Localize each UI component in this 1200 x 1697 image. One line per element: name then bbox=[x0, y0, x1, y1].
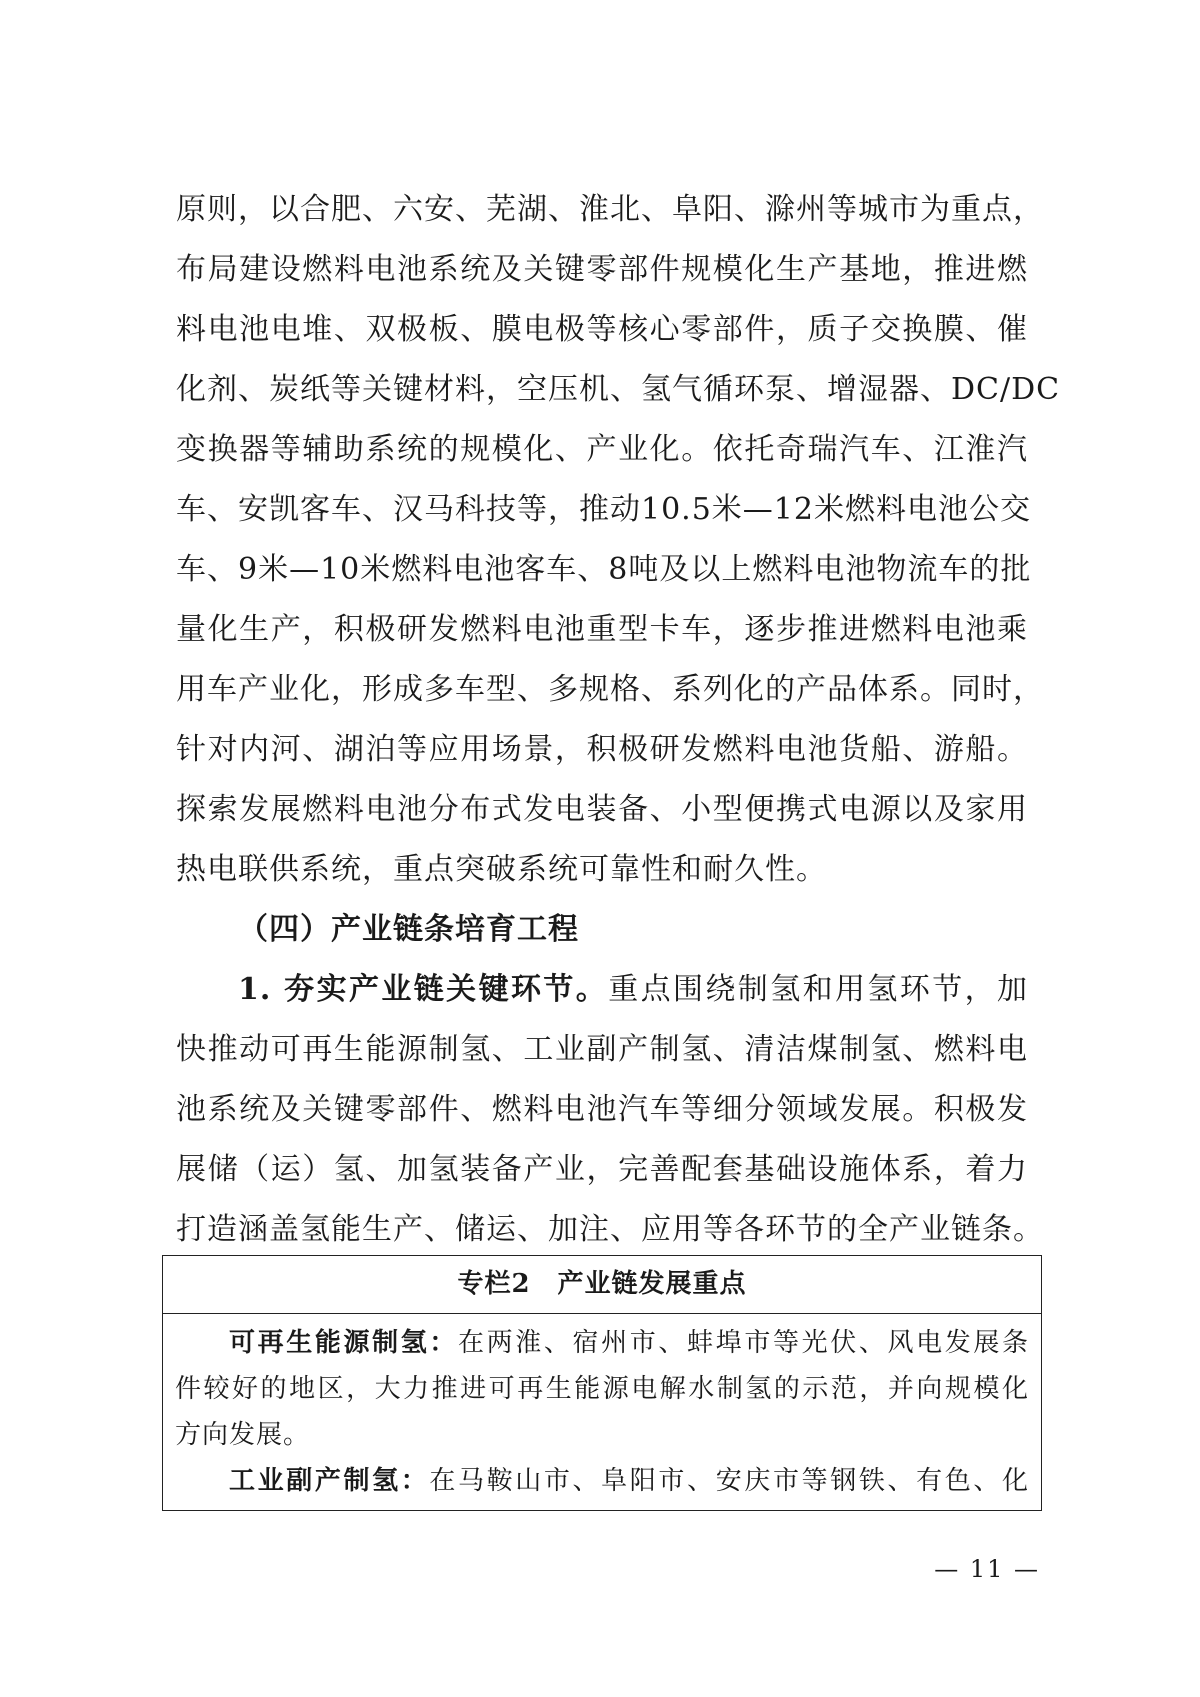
paragraph-line: 热电联供系统，重点突破系统可靠性和耐久性。 bbox=[176, 852, 827, 887]
paragraph-line: 展储（运）氢、加氢装备产业，完善配套基础设施体系，着力 bbox=[176, 1152, 1028, 1187]
paragraph-lead: 1. 夯实产业链关键环节。 bbox=[238, 972, 609, 1007]
section-heading: （四）产业链条培育工程 bbox=[238, 912, 579, 947]
paragraph-line: 料电池电堆、双极板、膜电极等核心零部件，质子交换膜、催 bbox=[176, 312, 1028, 347]
box-item-lead: 工业副产制氢： bbox=[229, 1466, 430, 1496]
paragraph-line: 化剂、炭纸等关键材料，空压机、氢气循环泵、增湿器、DC/DC bbox=[176, 372, 1061, 407]
paragraph-line: 用车产业化，形成多车型、多规格、系列化的产品体系。同时， bbox=[176, 672, 1044, 707]
paragraph-line: 探索发展燃料电池分布式发电装备、小型便携式电源以及家用 bbox=[176, 792, 1028, 827]
paragraph-line: 针对内河、湖泊等应用场景，积极研发燃料电池货船、游船。 bbox=[176, 732, 1028, 767]
column-box-title: 专栏2 产业链发展重点 bbox=[163, 1256, 1041, 1314]
box-item-lead: 可再生能源制氢： bbox=[229, 1328, 459, 1358]
paragraph-line bbox=[176, 960, 1028, 1020]
page-number: — 11 — bbox=[934, 1555, 1040, 1583]
box-line-rest: 在两淮、宿州市、蚌埠市等光伏、风电发展条 bbox=[458, 1328, 1029, 1358]
paragraph-line: 量化生产，积极研发燃料电池重型卡车，逐步推进燃料电池乘 bbox=[176, 612, 1028, 647]
paragraph-line: 车、安凯客车、汉马科技等，推动10.5米—12米燃料电池公交 bbox=[176, 492, 1031, 527]
box-line bbox=[175, 1320, 1029, 1366]
box-line bbox=[175, 1458, 1029, 1504]
column-box bbox=[162, 1255, 1042, 1511]
paragraph-line: 快推动可再生能源制氢、工业副产制氢、清洁煤制氢、燃料电 bbox=[176, 1032, 1028, 1067]
paragraph-line: 变换器等辅助系统的规模化、产业化。依托奇瑞汽车、江淮汽 bbox=[176, 432, 1028, 467]
box-line-rest: 在马鞍山市、阜阳市、安庆市等钢铁、有色、化 bbox=[429, 1466, 1029, 1496]
paragraph-line-rest: 重点围绕制氢和用氢环节，加 bbox=[608, 972, 1029, 1007]
paragraph-line: 原则，以合肥、六安、芜湖、淮北、阜阳、滁州等城市为重点， bbox=[176, 192, 1044, 227]
body-text bbox=[176, 180, 1061, 1260]
column-box-body bbox=[163, 1314, 1041, 1504]
paragraph-line: 打造涵盖氢能生产、储运、加注、应用等各环节的全产业链条。 bbox=[176, 1212, 1044, 1247]
paragraph-line: 布局建设燃料电池系统及关键零部件规模化生产基地，推进燃 bbox=[176, 252, 1028, 287]
paragraph-line: 车、9米—10米燃料电池客车、8吨及以上燃料电池物流车的批 bbox=[176, 552, 1032, 587]
box-line: 件较好的地区，大力推进可再生能源电解水制氢的示范，并向规模化 bbox=[175, 1374, 1029, 1404]
paragraph-line: 池系统及关键零部件、燃料电池汽车等细分领域发展。积极发 bbox=[176, 1092, 1028, 1127]
box-line: 方向发展。 bbox=[175, 1420, 311, 1450]
